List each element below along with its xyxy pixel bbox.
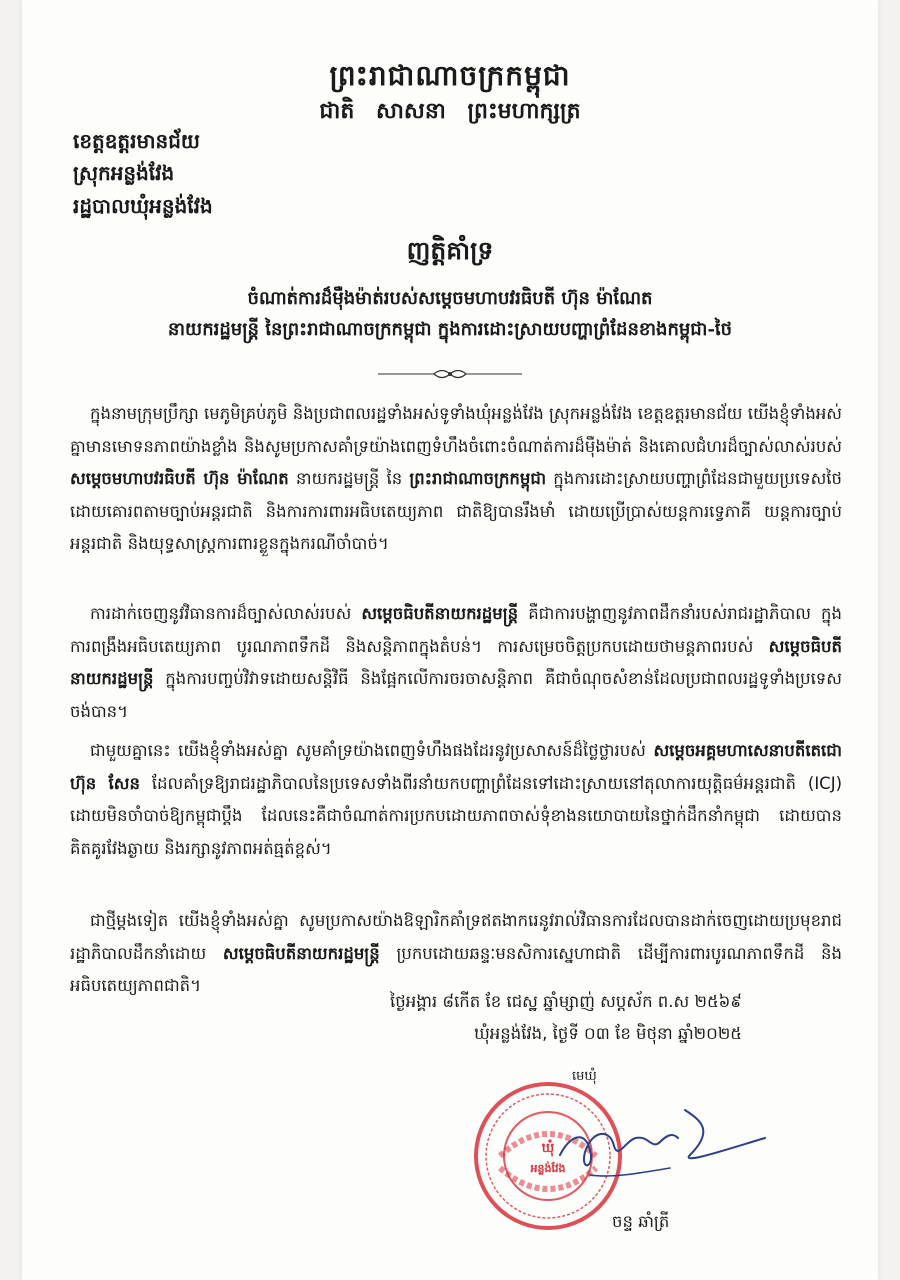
- divider-ornament: [370, 366, 530, 382]
- document-title: ញត្តិគាំទ្រ: [406, 236, 494, 265]
- paragraph-3-text-a: ជាមួយគ្នានេះ យើងខ្ញុំទាំងអស់គ្នា សូមគាំទ្រយ៉ាងពេញទំហឹងផងដែរនូវប្រសាសន៍ដ៏ថ្លៃថ្លារបស់: [90, 741, 654, 760]
- issuer-province: ខេត្តឧត្តរមានជ័យ: [73, 129, 200, 153]
- signatory-title: មេឃុំ: [572, 1069, 597, 1084]
- document-subtitle-line1: ចំណាត់ការដ៏ម៉ឺងម៉ាត់របស់សម្តេចមហាបវរធិបតី ហ៊ុន ម៉ាណែត: [247, 288, 653, 309]
- issuer-commune: រដ្ឋបាលឃុំអន្លង់វែង: [73, 194, 213, 218]
- paragraph-2-bold-pm-2: សម្តេចធិបតីនាយករដ្ឋមន្ត្រី: [70, 636, 842, 688]
- national-motto: ជាតិ សាសនា ព្រះមហាក្សត្រ: [319, 98, 581, 124]
- svg-text:អន្លង់វែង: អន្លង់វែង: [530, 1162, 566, 1175]
- paragraph-3-bold-name: សម្តេចអគ្គមហាសេនាបតីតេជោ ហ៊ុន សែន: [70, 741, 842, 793]
- paragraph-2-text-c: ក្នុងការបញ្ចប់វិវាទដោយសន្តិវិធី និងផ្អែកលើការចរចាសន្តិភាព គឺជាចំណុចសំខាន់ដែលប្រជាពលរដ្ឋទូទាំងប្រទេសចង់បាន។: [70, 669, 842, 721]
- paragraph-3-text-b: ដែលគាំទ្រឱ្យរាជរដ្ឋាភិបាលនៃប្រទេសទាំងពីរនាំយកបញ្ហាព្រំដែនទៅដោះស្រាយនៅតុលាការយុត្តិធម៌អន្តរជាតិ (ICJ) ដោយមិនចាំបាច់ឱ្យកម្ពុជាប្តឹង ដែលនេះគឺជាចំណាត់ការប្រកបដោយភាពចាស់ទុំខាងនយោបាយនៃថ្នាក់ដឹកនាំកម្ពុជា ដោយបានគិតគូរវែងឆ្ងាយ និងរក្សានូវភាពអត់ធ្មត់ខ្ពស់។: [70, 773, 843, 858]
- paragraph-4-bold-pm: សម្តេចធិបតីនាយករដ្ឋមន្ត្រី: [222, 943, 380, 963]
- paragraph-2-text-a: ការដាក់ចេញនូវវិធានការដ៏ច្បាស់លាស់របស់: [90, 604, 362, 623]
- handwritten-signature: [540, 1080, 770, 1200]
- paragraph-2-text-b: គឺជាការបង្ហាញនូវភាពដឹកនាំរបស់រាជរដ្ឋាភិបាល ក្នុងការពង្រឹងអធិបតេយ្យភាព បូរណភាពទឹកដី និងសន្តិភាពក្នុងតំបន់។ ការសម្រេចចិត្តប្រកបដោយថាមន្តភាពរបស់: [70, 604, 842, 656]
- paragraph-1-text-b: នាយករដ្ឋមន្ត្រី នៃ: [288, 469, 410, 488]
- paragraph-4-text-b: ប្រកបដោយឆន្ទៈមនសិការស្នេហាជាតិ ដើម្បីការពារបូរណភាពទឹកដី និងអធិបតេយ្យភាពជាតិ។: [70, 943, 842, 995]
- kingdom-heading: ព្រះរាជាណាចក្រកម្ពុជា: [329, 59, 571, 92]
- paragraph-2: [70, 598, 842, 728]
- solar-date: ឃុំអន្លង់វែង, ថ្ងៃទី ០៣ ខែ មិថុនា ឆ្នាំ២០២៥: [474, 1024, 742, 1043]
- document-subtitle-line2: នាយករដ្ឋមន្ត្រី នៃព្រះរាជាណាចក្រកម្ពុជា ក្នុងការដោះស្រាយបញ្ហាព្រំដែនខាងកម្ពុជា-ថៃ: [167, 319, 733, 340]
- paragraph-2-bold-pm: សម្តេចធិបតីនាយករដ្ឋមន្ត្រី: [361, 604, 519, 623]
- lunar-date: ថ្ងៃអង្គារ ៨កើត ខែ ជេស្ឋ ឆ្នាំម្សាញ់ សប្តស័ក ព.ស ២៥៦៩: [390, 992, 742, 1011]
- paragraph-4: [70, 905, 842, 1003]
- paragraph-1-bold-kingdom: ព្រះរាជាណាចក្រកម្ពុជា: [409, 469, 547, 488]
- svg-text:ឃុំ: ឃុំ: [541, 1141, 555, 1156]
- paragraph-4-text-a: ជាថ្មីម្តងទៀត យើងខ្ញុំទាំងអស់គ្នា សូមប្រកាសយ៉ាងឱឡារិកគាំទ្រឥតងាករេនូវរាល់វិធានការដែលបានដាក់ចេញដោយប្រមុខរាជរដ្ឋាភិបាលដឹកនាំដោយ: [70, 911, 842, 963]
- paragraph-1-text-a: ក្នុងនាមក្រុមប្រឹក្សា មេភូមិគ្រប់ភូមិ និងប្រជាពលរដ្ឋទាំងអស់ទូទាំងឃុំអន្លង់វែង ស្រុកអន្លង់វែង ខេត្តឧត្តរមានជ័យ យើងខ្ញុំទាំងអស់គ្នាមានមោទនភាពយ៉ាងខ្លាំង និងសូមប្រកាសគាំទ្រយ៉ាងពេញទំហឹងចំពោះចំណាត់ការដ៏ម៉ឺងម៉ាត់ និងគោលជំហរដ៏ច្បាស់លាស់របស់: [70, 404, 842, 456]
- signer-name: ចន្ទ ឆាំត្រី: [612, 1212, 670, 1231]
- paragraph-1: [70, 398, 842, 561]
- paragraph-3: [70, 735, 842, 865]
- issuer-district: ស្រុកអន្លង់វែង: [73, 161, 175, 185]
- paragraph-1-text-c: ក្នុងការដោះស្រាយបញ្ហាព្រំដែនជាមួយប្រទេសថៃ ដោយគោរពតាមច្បាប់អន្តរជាតិ និងការការពារអធិបតេយ្យភាព ជាតិឱ្យបានរឹងមាំ ដោយប្រើប្រាស់យន្តការទ្វេភាគី យន្តការច្បាប់អន្តរជាតិ និងយុទ្ធសាស្ត្រការពារខ្លួនក្នុងករណីចាំបាច់។: [70, 469, 842, 553]
- paragraph-1-bold-name: សម្តេចមហាបវរធិបតី ហ៊ុន ម៉ាណែត: [70, 469, 289, 488]
